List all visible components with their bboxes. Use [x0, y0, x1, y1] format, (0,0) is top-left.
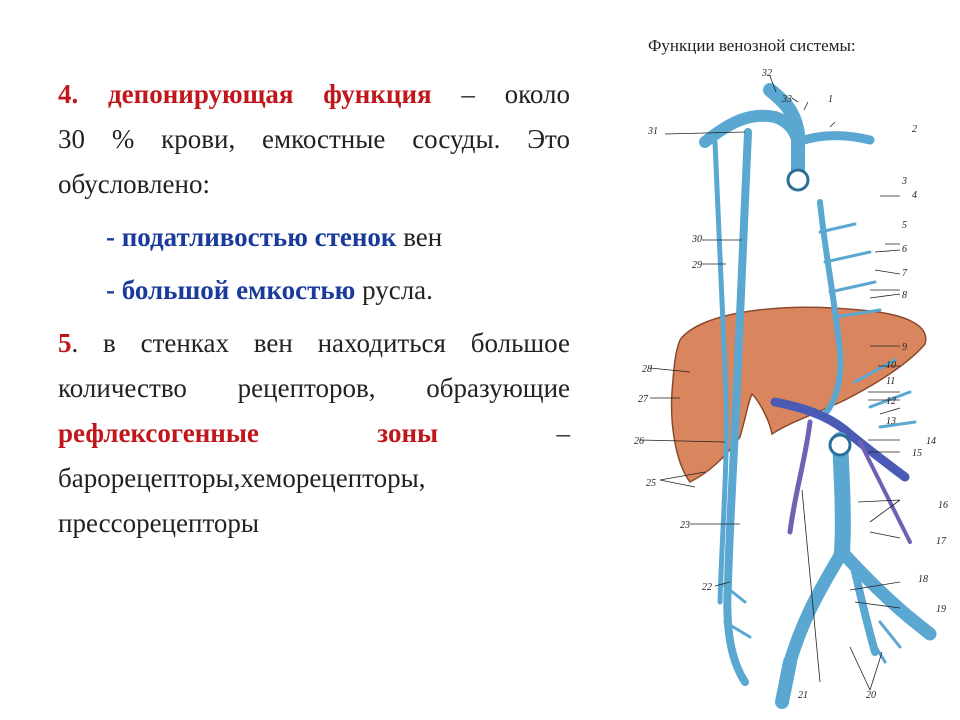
label-1: 1 [828, 94, 833, 105]
label-12: 12 [886, 396, 896, 407]
label-2: 2 [912, 124, 917, 135]
vessel-cross-section-mid [830, 435, 850, 455]
item4-term: депонирующая функция [108, 79, 432, 109]
label-18: 18 [918, 574, 928, 585]
label-11: 11 [886, 376, 896, 387]
illustration-drawing [640, 76, 930, 702]
label-27: 27 [638, 394, 648, 405]
label-14: 14 [926, 436, 936, 447]
item5-line3 [58, 411, 570, 456]
label-13: 13 [886, 416, 896, 427]
label-19: 19 [936, 604, 946, 615]
label-6: 6 [902, 244, 907, 255]
item4-number: 4. [58, 79, 79, 109]
liver-shape [672, 307, 926, 482]
label-5: 5 [902, 220, 907, 231]
venous-system-illustration [630, 62, 960, 714]
item5-term-a: рефлексогенные [58, 418, 259, 448]
label-31: 31 [648, 126, 658, 137]
item5-line5: прессорецепторы [58, 508, 260, 538]
label-4: 4 [912, 190, 917, 201]
label-22: 22 [702, 582, 712, 593]
right-iliac-vein [842, 552, 930, 634]
bullet-2-dash: - [106, 275, 115, 305]
left-iliac-vein [790, 552, 842, 662]
label-17: 17 [936, 536, 946, 547]
label-26: 26 [634, 436, 644, 447]
bullet-1-dash: - [106, 222, 115, 252]
bullet-1-term: податливостью стенок [121, 222, 397, 252]
item4-line1 [58, 72, 570, 117]
label-20: 20 [866, 690, 876, 701]
label-3: 3 [902, 176, 907, 187]
label-21: 21 [798, 690, 808, 701]
bullet-2-term: большой емкостью [121, 275, 356, 305]
item5-line2: количество рецепторов, образующие [58, 373, 570, 403]
main-text [58, 72, 570, 546]
label-25: 25 [646, 478, 656, 489]
label-23: 23 [680, 520, 690, 531]
label-15: 15 [912, 448, 922, 459]
item4-line1-rest: – около [461, 79, 571, 109]
figure-caption: Функции венозной системы: [648, 36, 856, 55]
femoral-vein [782, 662, 790, 702]
inferior-vena-cava [840, 440, 843, 552]
item5-term-b: зоны [377, 418, 439, 448]
item5-line1 [58, 321, 570, 366]
item5-line4: барорецепторы,хеморецепторы, [58, 463, 426, 493]
item5-number: 5 [58, 328, 72, 358]
label-10: 10 [886, 360, 896, 371]
label-7: 7 [902, 268, 907, 279]
item4-line3: обусловлено: [58, 169, 210, 199]
label-16: 16 [938, 500, 948, 511]
label-28: 28 [642, 364, 652, 375]
bullet-1-rest: вен [403, 222, 443, 252]
label-8: 8 [902, 290, 907, 301]
label-9: 9 [902, 342, 907, 353]
label-32: 32 [762, 68, 772, 79]
label-29: 29 [692, 260, 702, 271]
bullet-1 [58, 215, 570, 260]
mesenteric-vein [790, 422, 810, 532]
subclavian-vein [798, 136, 870, 142]
bullet-2-rest: русла. [362, 275, 433, 305]
label-30: 30 [692, 234, 702, 245]
item5-dash: – [556, 418, 570, 448]
item4-line2: 30 % крови, емкостные сосуды. Это [58, 124, 570, 154]
item5-line1-rest: . в стенках вен находиться большое [71, 328, 570, 358]
bullet-2 [58, 268, 570, 313]
vessel-cross-section-top [788, 170, 808, 190]
label-33: 33 [782, 94, 792, 105]
